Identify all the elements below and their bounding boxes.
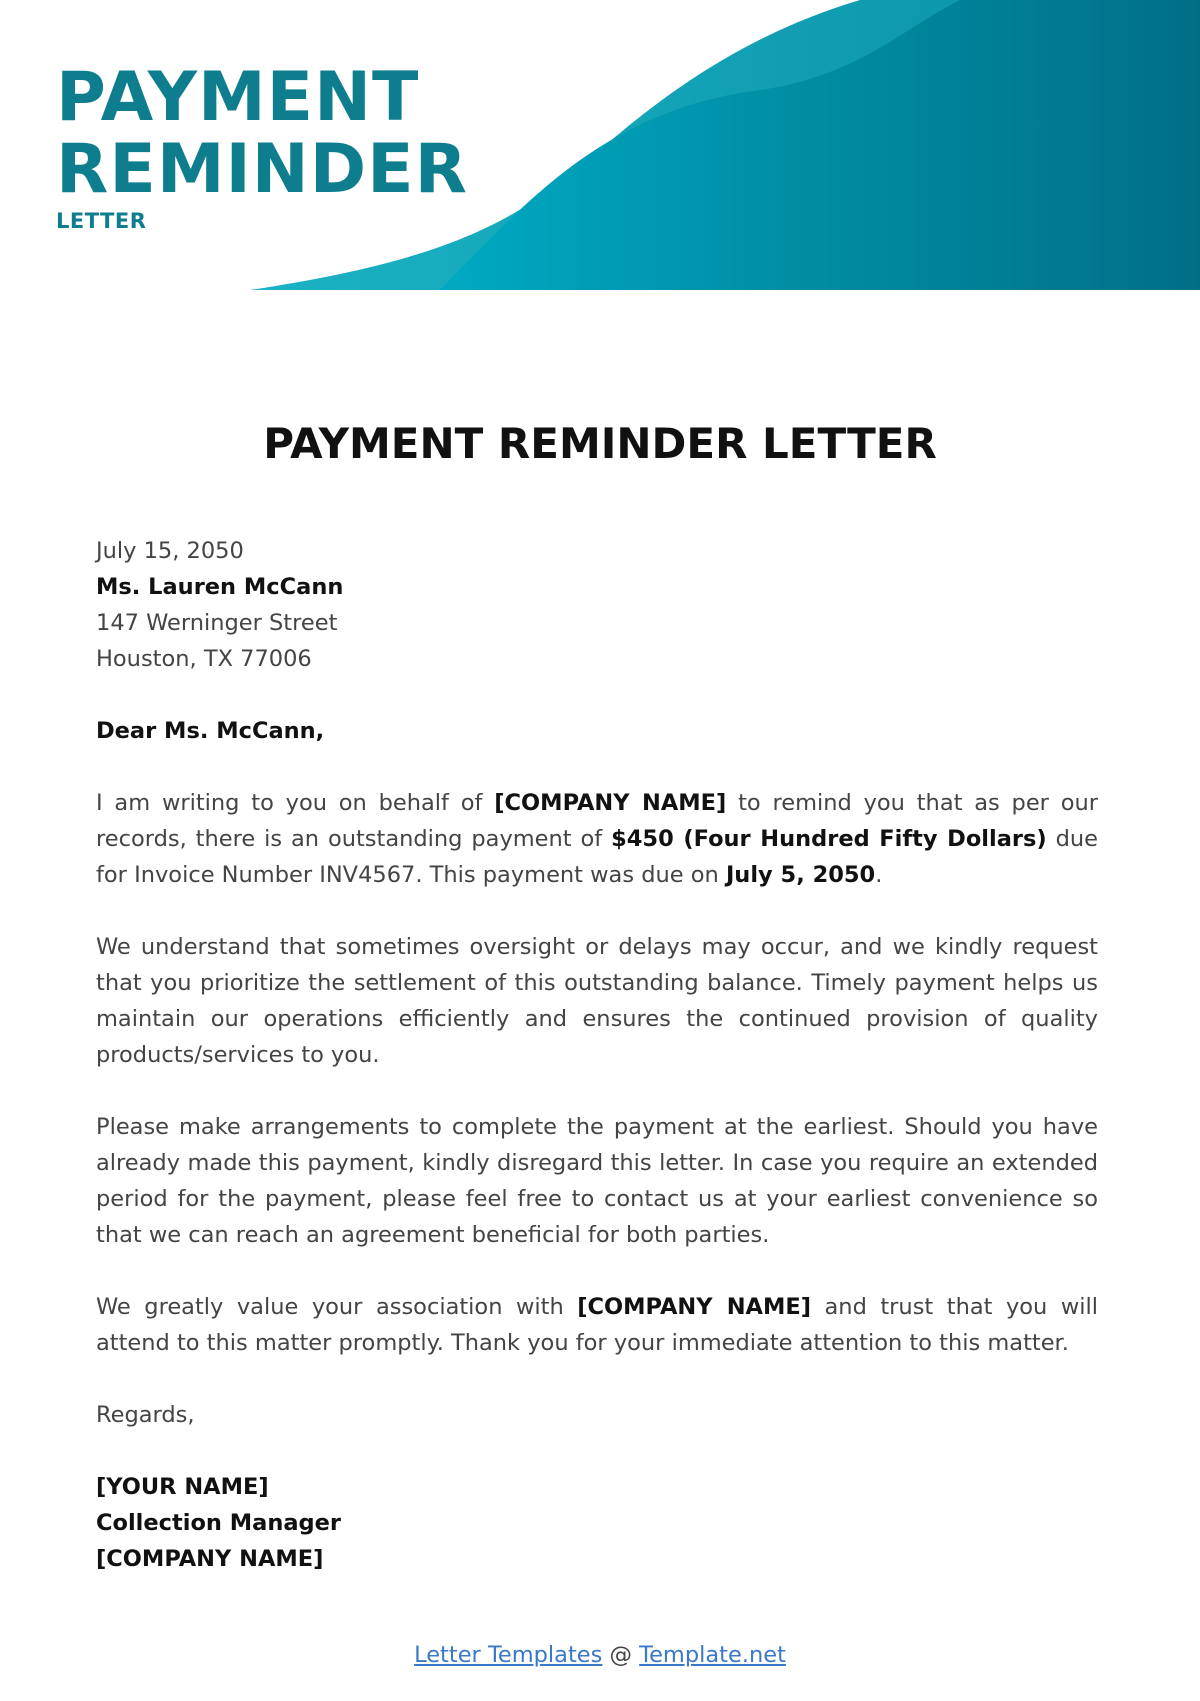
paragraph-1-company: [COMPANY NAME] [494, 790, 727, 816]
letter-body [96, 533, 1098, 1577]
document-title: PAYMENT REMINDER LETTER [263, 419, 937, 468]
footer-separator: @ [602, 1642, 640, 1668]
paragraph-4-text-b: and trust that you will attend to this matter promptly. Thank you for your immediate attention to this matter. [96, 1294, 1098, 1356]
paragraph-1-text-a: I am writing to you on behalf of [96, 790, 495, 816]
paragraph-4-company: [COMPANY NAME] [577, 1294, 811, 1320]
paragraph-4-text-a: We greatly value your association with [96, 1294, 578, 1320]
brand-subtitle: LETTER [56, 209, 147, 233]
paragraph-1-due-date: July 5, 2050 [725, 862, 876, 888]
template-net-link[interactable]: Template.net [639, 1642, 786, 1668]
brand-logo [56, 58, 468, 234]
signature-name: [YOUR NAME] [96, 1474, 269, 1500]
letter-date: July 15, 2050 [96, 538, 244, 564]
paragraph-1-text-b: to remind you that as per our records, there is an outstanding payment of [96, 790, 1098, 852]
signature-title: Collection Manager [96, 1510, 342, 1536]
letter-templates-link[interactable]: Letter Templates [414, 1642, 603, 1668]
paragraph-4 [96, 1289, 1098, 1361]
paragraph-1-text-d: . [875, 862, 883, 888]
brand-title-line1: PAYMENT [56, 58, 420, 137]
brand-title-line2: REMINDER [56, 130, 468, 209]
signature-company: [COMPANY NAME] [96, 1546, 324, 1572]
paragraph-1 [96, 785, 1098, 893]
footer-credit [0, 1640, 1200, 1670]
recipient-street: 147 Werninger Street [96, 610, 338, 636]
recipient-city: Houston, TX 77006 [96, 646, 312, 672]
paragraph-2: We understand that sometimes oversight or delays may occur, and we kindly request that you prioritize the settlement of this outstanding balance. Timely payment helps us maintain our operations efficiently and ensures the continued provision of quality products/services to you. [96, 934, 1098, 1068]
paragraph-1-text-c: due for Invoice Number INV4567. This payment was due on [96, 826, 1098, 888]
closing: Regards, [96, 1402, 195, 1428]
paragraph-3: Please make arrangements to complete the payment at the earliest. Should you have already made this payment, kindly disregard this letter. In case you require an extended period for the payment, please feel free to contact us at your earliest convenience so that we can reach an agreement beneficial for both parties. [96, 1114, 1098, 1248]
salutation: Dear Ms. McCann, [96, 718, 325, 744]
recipient-name: Ms. Lauren McCann [96, 574, 344, 600]
paragraph-1-amount: $450 (Four Hundred Fifty Dollars) [611, 826, 1047, 852]
